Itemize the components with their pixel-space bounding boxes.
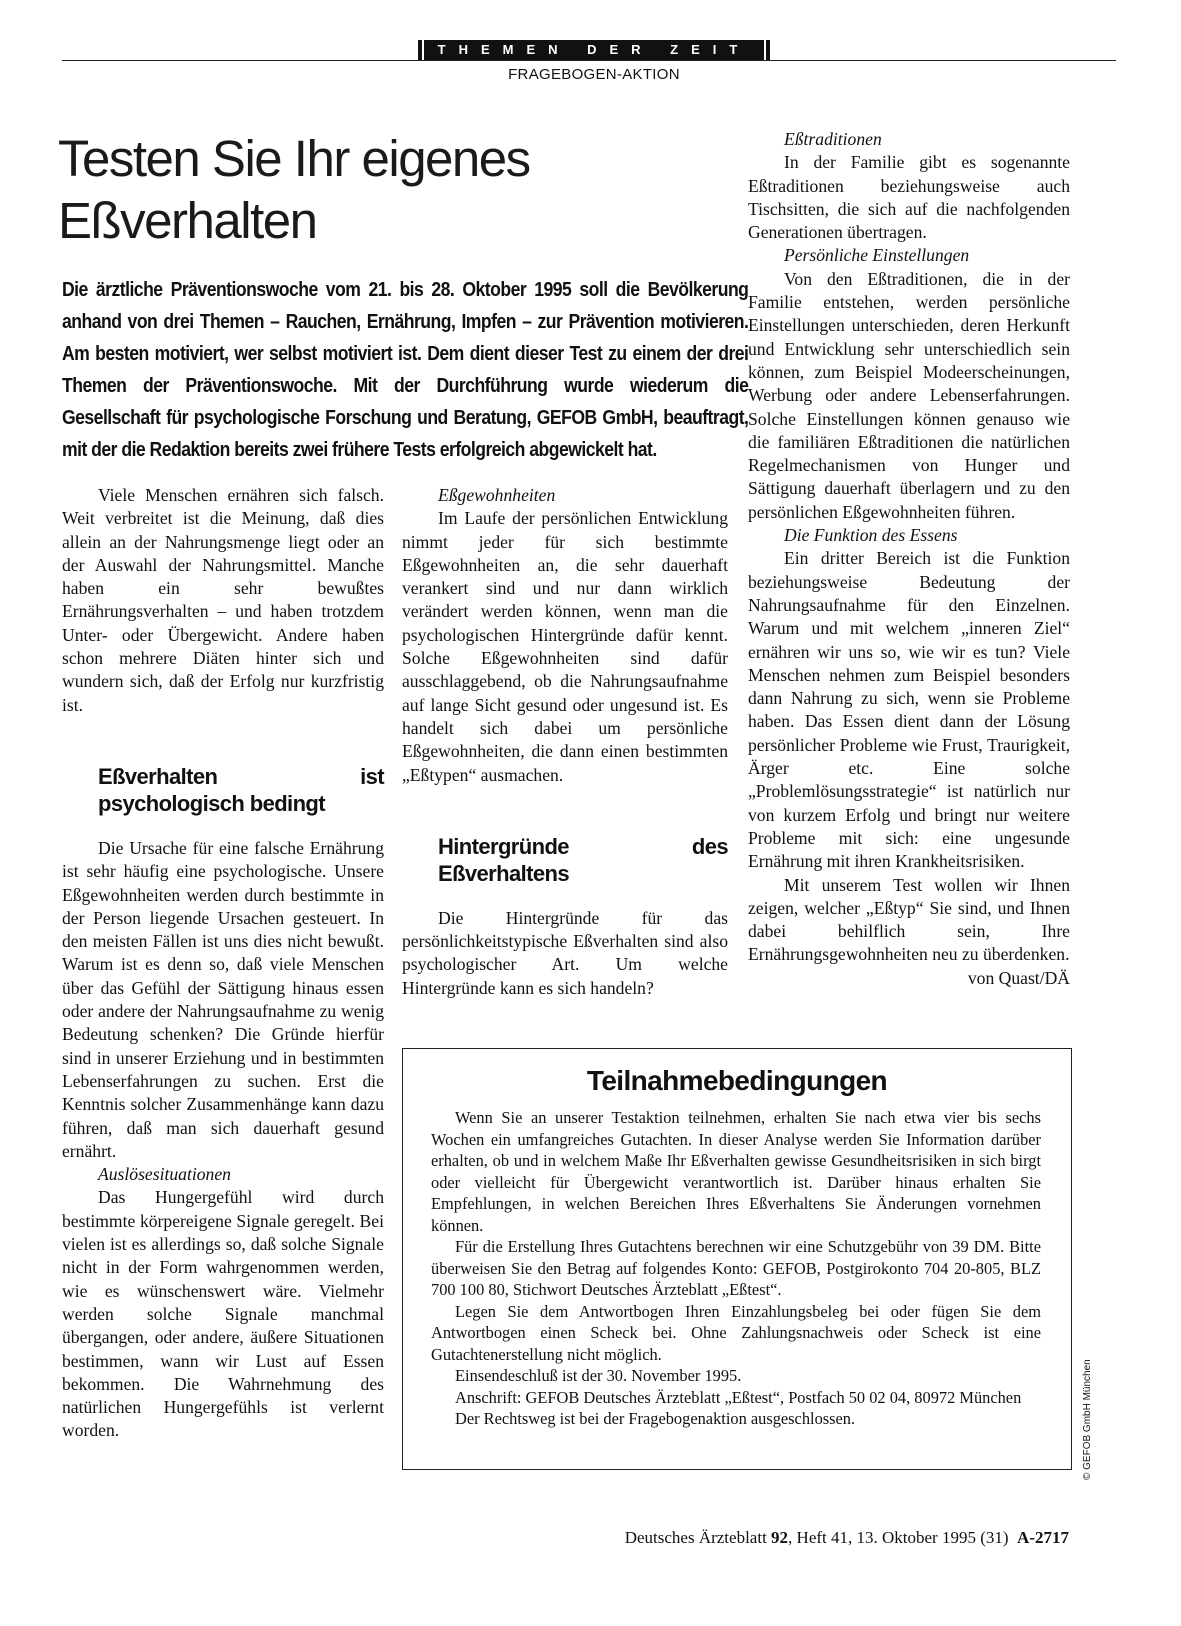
banner-left-bar bbox=[418, 40, 422, 60]
footer-volume: 92 bbox=[771, 1528, 789, 1547]
copyright-note bbox=[1082, 1350, 1102, 1480]
conditions-paragraph-4: Einsendeschluß ist der 30. November 1995. bbox=[455, 1366, 742, 1385]
column-1 bbox=[62, 484, 384, 1443]
col1-heading: Eßverhalten ist psychologisch bedingt bbox=[98, 763, 384, 816]
col1-paragraph-3: Das Hungergefühl wird durch bestimmte körpereigene Signale geregelt. Bei vielen ist es allerdings so, daß solche Signale nicht in der Form wahrgenommen werden, wie es wünschenswert wäre. Vielmehr werden solche Signale manchmal übergangen, oder andere, äußere Situationen bestimmen, wann wir Lust auf Essen bekommen. Die Wahrnehmung des natürlichen Hungergefühls ist verlernt worden. bbox=[62, 1187, 384, 1441]
conditions-title: Teilnahmebedingungen bbox=[586, 1065, 888, 1096]
conditions-paragraph-6: Der Rechtsweg ist bei der Fragebogenaktion ausgeschlossen. bbox=[455, 1409, 856, 1428]
footer-page-number: A-2717 bbox=[1017, 1528, 1069, 1547]
article-lede: Die ärztliche Präventionswoche vom 21. bis 28. Oktober 1995 soll die Bevölkerung anhand von drei Themen – Rauchen, Ernährung, Impfen – zur Prävention motivieren. Am besten motiviert, wer selbst motiviert ist. Dem dient dieser Test zu einem der drei Themen der Präventionswoche. Mit der Durchführung wurde wiederum die Gesellschaft für psychologische Forschung und Beratung, GEFOB GmbH, beauftragt, mit der die Redaktion bereits zwei frühere Tests erfolgreich abgewickelt hat. bbox=[62, 279, 749, 461]
title-line-2: Eßverhalten bbox=[58, 192, 317, 249]
col3-paragraph-4: Mit unserem Test wollen wir Ihnen zeigen, welcher „Eßtyp“ Sie sind, und Ihnen dabei behilflich sein, Ihre Ernährungsgewohnheiten neu zu überdenken. bbox=[748, 874, 1070, 965]
conditions-box bbox=[402, 1048, 1072, 1470]
title-line-1: Testen Sie Ihr eigenes bbox=[58, 130, 530, 187]
header-rule bbox=[62, 60, 1116, 61]
page-footer bbox=[625, 1528, 1069, 1548]
column-3 bbox=[748, 128, 1070, 990]
col3-subheading-1: Eßtraditionen bbox=[784, 129, 882, 149]
footer-journal: Deutsches Ärzteblatt bbox=[624, 1528, 767, 1547]
section-banner: THEMEN DER ZEIT bbox=[424, 40, 764, 60]
col1-subheading: Auslösesituationen bbox=[98, 1164, 231, 1185]
conditions-paragraph-5: Anschrift: GEFOB Deutsches Ärzteblatt „Eßtest“, Postfach 50 02 04, 80972 München bbox=[455, 1387, 1022, 1407]
col3-paragraph-1: In der Familie gibt es sogenannte Eßtraditionen beziehungsweise auch Tischsitten, die sich auf die nachfolgenden Generationen übertragen. bbox=[748, 152, 1070, 243]
copyright-text: © GEFOB GmbH München bbox=[1082, 1359, 1093, 1480]
conditions-paragraph-3: Legen Sie dem Antwortbogen Ihren Einzahlungsbeleg bei oder fügen Sie dem Antwortbogen einen Scheck bei. Ohne Zahlungsnachweis oder Scheck ist eine Gutachtenerstellung nicht möglich. bbox=[431, 1301, 1041, 1364]
banner-right-bar bbox=[766, 40, 770, 60]
col3-paragraph-2: Von den Eßtraditionen, die in der Familie entstehen, werden persönliche Einstellungen unterschieden, deren Herkunft und Entwicklung sehr unterschiedlich sein können, zum Beispiel Modeerscheinungen, Werbung oder andere Lebenserfahrungen. Solche Einstellungen können genauso wie die familiären Eßtraditionen die natürlichen Regelmechanismen von Hunger und Sättigung dauerhaft überlagern und zu den persönlichen Eßgewohnheiten führen. bbox=[748, 268, 1070, 522]
footer-issue: , Heft 41, 13. Oktober 1995 (31) bbox=[788, 1528, 1009, 1547]
conditions-paragraph-2: Für die Erstellung Ihres Gutachtens berechnen wir eine Schutzgebühr von 39 DM. Bitte überweisen Sie den Betrag auf folgendes Konto: GEFOB, Postgirokonto 704 20-805, BLZ 700 100 80, Stichwort Deutsches Ärzteblatt „Eßtest“. bbox=[431, 1237, 1041, 1299]
col1-paragraph-1: Viele Menschen ernähren sich falsch. Weit verbreitet ist die Meinung, daß dies allein an der Nahrungsmenge liegt oder an der Auswahl der Nahrungsmittel. Manche haben ein sehr bewußtes Ernährungsverhalten – und haben trotzdem Unter- oder Übergewicht. Andere haben schon mehrere Diäten hinter sich und wundern sich, daß der Erfolg nur kurzfristig ist. bbox=[62, 485, 384, 715]
col2-paragraph-2: Die Hintergründe für das persönlichkeitstypische Eßverhalten sind also psychologischer Art. Um welche Hintergründe kann es sich handeln? bbox=[402, 907, 728, 998]
column-2 bbox=[402, 484, 728, 1000]
section-kicker: FRAGEBOGEN-AKTION bbox=[508, 66, 680, 83]
col2-subheading: Eßgewohnheiten bbox=[438, 485, 556, 505]
author-signature: von Quast/DÄ bbox=[967, 967, 1070, 988]
col1-paragraph-2: Die Ursache für eine falsche Ernährung ist sehr häufig eine psychologische. Unsere Eßgewohnheiten werden durch bestimmte in der Person liegende Ursachen gesteuert. In den meisten Fällen ist uns dies nicht bewußt. Warum ist es denn so, daß viele Menschen über das Gefühl der Sättigung hinaus essen oder andere der Nahrungsaufnahme zu wenig Bedeutung schenken? Die Gründe hierfür sind in unserer Erziehung und in bestimmten Lebenserfahrungen zu suchen. Erst die Kenntnis solcher Zusammenhänge kann dazu führen, daß man sich dauerhaft gesund ernährt. bbox=[62, 837, 384, 1161]
col3-paragraph-3: Ein dritter Bereich ist die Funktion beziehungsweise Bedeutung der Nahrungsaufnahme für den Einzelnen. Warum und mit welchem „inneren Ziel“ ernähren wir uns so, wie wir es tun? Viele Menschen nehmen zum Beispiel besonders dann Nahrung zu sich, wenn sie Probleme haben. Das Essen dient dann der Lösung persönlicher Probleme wie Frust, Traurigkeit, Ärger etc. Eine solche „Problemlösungsstrategie“ ist natürlich nur von kurzem Erfolg und bringt nur weitere Probleme mit sich: eine ungesunde Ernährung mit ihren Krankheitsrisiken. bbox=[748, 548, 1070, 872]
conditions-paragraph-1: Wenn Sie an unserer Testaktion teilnehmen, erhalten Sie nach etwa vier bis sechs Wochen ein umfangreiches Gutachten. In dieser Analyse werden Sie Information darüber erhalten, ob und in welchem Maße Ihr Eßverhalten gewisse Gesundheitsrisiken in sich birgt oder vielleicht für Übergewicht verantwortlich ist. Darüber hinaus erhalten Sie Empfehlungen, in welchen Bereichen Ihres Eßverhaltens Sie Änderungen vornehmen können. bbox=[431, 1108, 1041, 1235]
author-line bbox=[748, 967, 1070, 990]
col3-subheading-3: Die Funktion des Essens bbox=[784, 525, 958, 546]
col3-subheading-2: Persönliche Einstellungen bbox=[784, 245, 970, 266]
col2-paragraph-1: Im Laufe der persönlichen Entwicklung nimmt jeder für sich bestimmte Eßgewohnheiten an, die sehr dauerhaft verankert sind und nur dann wirklich verändert werden können, wenn man die psychologischen Hintergründe dafür kennt. Solche Eßgewohnheiten sind dafür ausschlaggebend, ob die Nahrungsaufnahme auf lange Sicht gesund oder ungesund ist. Es handelt sich dabei um persönliche Eßgewohnheiten, die dann einen bestimmten „Eßtypen“ ausmachen. bbox=[402, 508, 728, 785]
conditions-text bbox=[403, 1107, 1071, 1430]
col2-heading: Hintergründe des Eßverhaltens bbox=[438, 833, 728, 886]
article-title bbox=[58, 128, 738, 252]
